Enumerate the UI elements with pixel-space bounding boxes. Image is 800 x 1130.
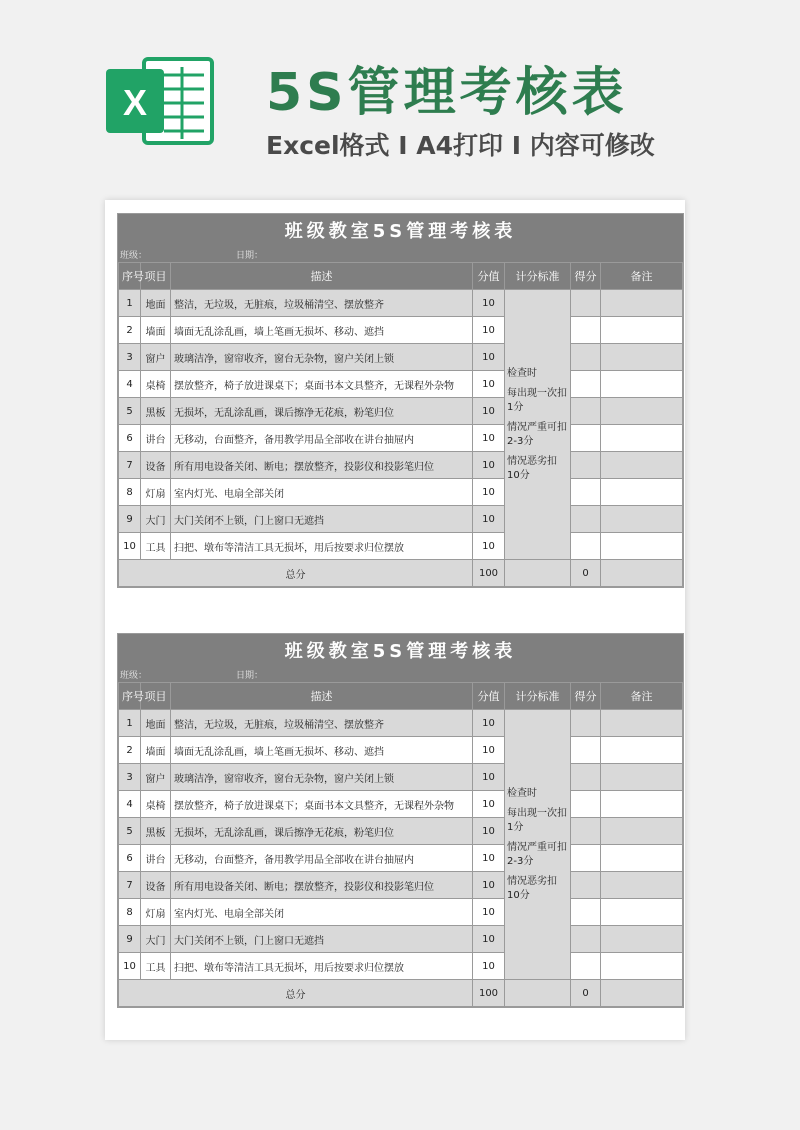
table-meta	[118, 246, 683, 262]
table-title: 班级教室5S管理考核表	[118, 214, 683, 246]
score-input-cell[interactable]	[571, 818, 601, 845]
table-row	[119, 818, 683, 845]
table-row	[119, 737, 683, 764]
class-label: 班级：	[120, 251, 148, 261]
header-cell: 序号	[119, 683, 141, 710]
score-input-cell[interactable]	[571, 290, 601, 317]
total-row	[119, 560, 683, 587]
row-number: 10	[119, 533, 141, 560]
scoring-standard-line: 每出现一次扣1分	[507, 807, 567, 833]
score-input-cell[interactable]	[571, 317, 601, 344]
row-item: 设备	[141, 872, 171, 899]
row-item: 设备	[141, 452, 171, 479]
header-cell: 描述	[171, 683, 473, 710]
row-number: 3	[119, 344, 141, 371]
score-input-cell[interactable]	[571, 926, 601, 953]
row-number: 1	[119, 710, 141, 737]
remark-input-cell[interactable]	[601, 791, 683, 818]
remark-input-cell[interactable]	[601, 344, 683, 371]
header-cell: 备注	[601, 683, 683, 710]
row-item: 大门	[141, 506, 171, 533]
scoring-standard-line: 情况严重可扣2-3分	[507, 421, 567, 447]
row-number: 2	[119, 737, 141, 764]
row-item: 窗户	[141, 344, 171, 371]
remark-input-cell[interactable]	[601, 506, 683, 533]
row-item: 工具	[141, 953, 171, 980]
row-description: 摆放整齐，椅子放进课桌下；桌面书本文具整齐，无课程外杂物	[171, 791, 473, 818]
table-row	[119, 344, 683, 371]
scoring-standard-line: 每出现一次扣1分	[507, 387, 567, 413]
total-standard-cell	[505, 980, 571, 1007]
row-item: 工具	[141, 533, 171, 560]
row-description: 墙面无乱涂乱画，墙上笔画无损坏、移动、遮挡	[171, 737, 473, 764]
row-description: 玻璃洁净，窗帘收齐，窗台无杂物，窗户关闭上锁	[171, 344, 473, 371]
row-number: 7	[119, 872, 141, 899]
row-number: 4	[119, 791, 141, 818]
row-number: 2	[119, 317, 141, 344]
score-input-cell[interactable]	[571, 710, 601, 737]
row-score-value: 10	[473, 398, 505, 425]
row-score-value: 10	[473, 452, 505, 479]
row-description: 摆放整齐，椅子放进课桌下；桌面书本文具整齐，无课程外杂物	[171, 371, 473, 398]
scoring-standard	[505, 710, 571, 980]
remark-input-cell[interactable]	[601, 317, 683, 344]
table-row	[119, 452, 683, 479]
table-row	[119, 764, 683, 791]
row-number: 10	[119, 953, 141, 980]
row-score-value: 10	[473, 290, 505, 317]
total-label: 总分	[119, 560, 473, 587]
table-row	[119, 899, 683, 926]
row-score-value: 10	[473, 533, 505, 560]
remark-input-cell[interactable]	[601, 872, 683, 899]
row-item: 窗户	[141, 764, 171, 791]
scoring-standard-line: 检查时	[507, 787, 537, 799]
header-cell: 备注	[601, 263, 683, 290]
table-row	[119, 872, 683, 899]
remark-input-cell[interactable]	[601, 818, 683, 845]
remark-input-cell[interactable]	[601, 533, 683, 560]
row-score-value: 10	[473, 953, 505, 980]
row-score-value: 10	[473, 818, 505, 845]
row-description: 无损坏，无乱涂乱画，课后擦净无花痕，粉笔归位	[171, 818, 473, 845]
row-item: 黑板	[141, 818, 171, 845]
total-got-score: 0	[571, 560, 601, 587]
score-input-cell[interactable]	[571, 737, 601, 764]
class-label: 班级：	[120, 671, 148, 681]
row-number: 9	[119, 926, 141, 953]
score-input-cell[interactable]	[571, 479, 601, 506]
score-input-cell[interactable]	[571, 344, 601, 371]
assessment-table-1	[117, 213, 684, 588]
row-score-value: 10	[473, 317, 505, 344]
score-input-cell[interactable]	[571, 764, 601, 791]
score-input-cell[interactable]	[571, 533, 601, 560]
row-score-value: 10	[473, 710, 505, 737]
row-item: 讲台	[141, 425, 171, 452]
total-standard-cell	[505, 560, 571, 587]
row-item: 大门	[141, 926, 171, 953]
table-row	[119, 533, 683, 560]
total-remark-cell	[601, 980, 683, 1007]
header-cell: 得分	[571, 263, 601, 290]
total-score: 100	[473, 980, 505, 1007]
row-description: 扫把、墩布等清洁工具无损坏，用后按要求归位摆放	[171, 533, 473, 560]
row-description: 整洁，无垃圾，无脏痕，垃圾桶清空、摆放整齐	[171, 290, 473, 317]
total-remark-cell	[601, 560, 683, 587]
table-row	[119, 398, 683, 425]
scoring-standard-line: 情况严重可扣2-3分	[507, 841, 567, 867]
header-cell: 计分标准	[505, 263, 571, 290]
scoring-standard	[505, 290, 571, 560]
row-score-value: 10	[473, 371, 505, 398]
total-got-score: 0	[571, 980, 601, 1007]
row-number: 5	[119, 398, 141, 425]
row-description: 无移动，台面整齐，备用教学用品全部收在讲台抽屉内	[171, 425, 473, 452]
row-description: 大门关闭不上锁，门上窗口无遮挡	[171, 926, 473, 953]
row-description: 所有用电设备关闭、断电；摆放整齐，投影仪和投影笔归位	[171, 452, 473, 479]
excel-logo-icon	[104, 55, 216, 147]
scoring-standard-line: 情况恶劣扣10分	[507, 875, 557, 901]
row-score-value: 10	[473, 764, 505, 791]
table-row	[119, 791, 683, 818]
table-row	[119, 506, 683, 533]
remark-input-cell[interactable]	[601, 737, 683, 764]
remark-input-cell[interactable]	[601, 845, 683, 872]
date-label: 日期：	[236, 251, 264, 261]
row-number: 8	[119, 899, 141, 926]
scoring-standard-line: 情况恶劣扣10分	[507, 455, 557, 481]
score-table	[118, 682, 683, 1007]
score-input-cell[interactable]	[571, 398, 601, 425]
score-input-cell[interactable]	[571, 953, 601, 980]
remark-input-cell[interactable]	[601, 926, 683, 953]
row-score-value: 10	[473, 845, 505, 872]
remark-input-cell[interactable]	[601, 899, 683, 926]
header-cell: 项目	[141, 683, 171, 710]
remark-input-cell[interactable]	[601, 425, 683, 452]
svg-text:X: X	[122, 82, 148, 123]
row-item: 地面	[141, 290, 171, 317]
total-row	[119, 980, 683, 1007]
scoring-standard-line: 检查时	[507, 367, 537, 379]
row-description: 整洁，无垃圾，无脏痕，垃圾桶清空、摆放整齐	[171, 710, 473, 737]
row-item: 灯扇	[141, 899, 171, 926]
row-item: 黑板	[141, 398, 171, 425]
total-label: 总分	[119, 980, 473, 1007]
table-row	[119, 953, 683, 980]
header-cell: 项目	[141, 263, 171, 290]
row-item: 讲台	[141, 845, 171, 872]
row-score-value: 10	[473, 506, 505, 533]
header-row	[119, 683, 683, 710]
row-score-value: 10	[473, 872, 505, 899]
total-score: 100	[473, 560, 505, 587]
row-score-value: 10	[473, 791, 505, 818]
row-score-value: 10	[473, 926, 505, 953]
table-row	[119, 317, 683, 344]
row-item: 地面	[141, 710, 171, 737]
score-input-cell[interactable]	[571, 791, 601, 818]
remark-input-cell[interactable]	[601, 953, 683, 980]
row-description: 墙面无乱涂乱画，墙上笔画无损坏、移动、遮挡	[171, 317, 473, 344]
row-score-value: 10	[473, 737, 505, 764]
row-number: 6	[119, 425, 141, 452]
table-row	[119, 845, 683, 872]
score-input-cell[interactable]	[571, 425, 601, 452]
row-item: 墙面	[141, 317, 171, 344]
table-row	[119, 710, 683, 737]
header-cell: 得分	[571, 683, 601, 710]
score-input-cell[interactable]	[571, 506, 601, 533]
row-score-value: 10	[473, 479, 505, 506]
row-number: 9	[119, 506, 141, 533]
header-cell: 序号	[119, 263, 141, 290]
score-input-cell[interactable]	[571, 371, 601, 398]
row-score-value: 10	[473, 899, 505, 926]
row-number: 3	[119, 764, 141, 791]
table-row	[119, 479, 683, 506]
row-item: 灯扇	[141, 479, 171, 506]
score-input-cell[interactable]	[571, 845, 601, 872]
row-number: 5	[119, 818, 141, 845]
table-row	[119, 926, 683, 953]
page-subtitle: Excel格式 I A4打印 I 内容可修改	[266, 131, 655, 160]
page-title: 5S管理考核表	[266, 63, 628, 123]
header-row	[119, 263, 683, 290]
remark-input-cell[interactable]	[601, 371, 683, 398]
header-cell: 分值	[473, 263, 505, 290]
remark-input-cell[interactable]	[601, 764, 683, 791]
table-row	[119, 425, 683, 452]
assessment-table-2	[117, 633, 684, 1008]
table-title: 班级教室5S管理考核表	[118, 634, 683, 666]
row-score-value: 10	[473, 344, 505, 371]
row-description: 玻璃洁净，窗帘收齐，窗台无杂物，窗户关闭上锁	[171, 764, 473, 791]
row-item: 桌椅	[141, 791, 171, 818]
score-input-cell[interactable]	[571, 452, 601, 479]
score-input-cell[interactable]	[571, 899, 601, 926]
row-number: 7	[119, 452, 141, 479]
row-item: 桌椅	[141, 371, 171, 398]
table-meta	[118, 666, 683, 682]
row-description: 无移动，台面整齐，备用教学用品全部收在讲台抽屉内	[171, 845, 473, 872]
row-description: 室内灯光、电扇全部关闭	[171, 479, 473, 506]
table-row	[119, 371, 683, 398]
row-number: 8	[119, 479, 141, 506]
header-cell: 计分标准	[505, 683, 571, 710]
remark-input-cell[interactable]	[601, 479, 683, 506]
row-description: 大门关闭不上锁，门上窗口无遮挡	[171, 506, 473, 533]
header-cell: 分值	[473, 683, 505, 710]
table-row	[119, 290, 683, 317]
row-description: 扫把、墩布等清洁工具无损坏，用后按要求归位摆放	[171, 953, 473, 980]
score-input-cell[interactable]	[571, 872, 601, 899]
remark-input-cell[interactable]	[601, 710, 683, 737]
row-score-value: 10	[473, 425, 505, 452]
remark-input-cell[interactable]	[601, 398, 683, 425]
header-cell: 描述	[171, 263, 473, 290]
row-number: 4	[119, 371, 141, 398]
row-description: 室内灯光、电扇全部关闭	[171, 899, 473, 926]
row-number: 6	[119, 845, 141, 872]
row-item: 墙面	[141, 737, 171, 764]
remark-input-cell[interactable]	[601, 290, 683, 317]
row-description: 无损坏，无乱涂乱画，课后擦净无花痕，粉笔归位	[171, 398, 473, 425]
banner	[0, 0, 800, 200]
row-description: 所有用电设备关闭、断电；摆放整齐，投影仪和投影笔归位	[171, 872, 473, 899]
date-label: 日期：	[236, 671, 264, 681]
remark-input-cell[interactable]	[601, 452, 683, 479]
row-number: 1	[119, 290, 141, 317]
score-table	[118, 262, 683, 587]
